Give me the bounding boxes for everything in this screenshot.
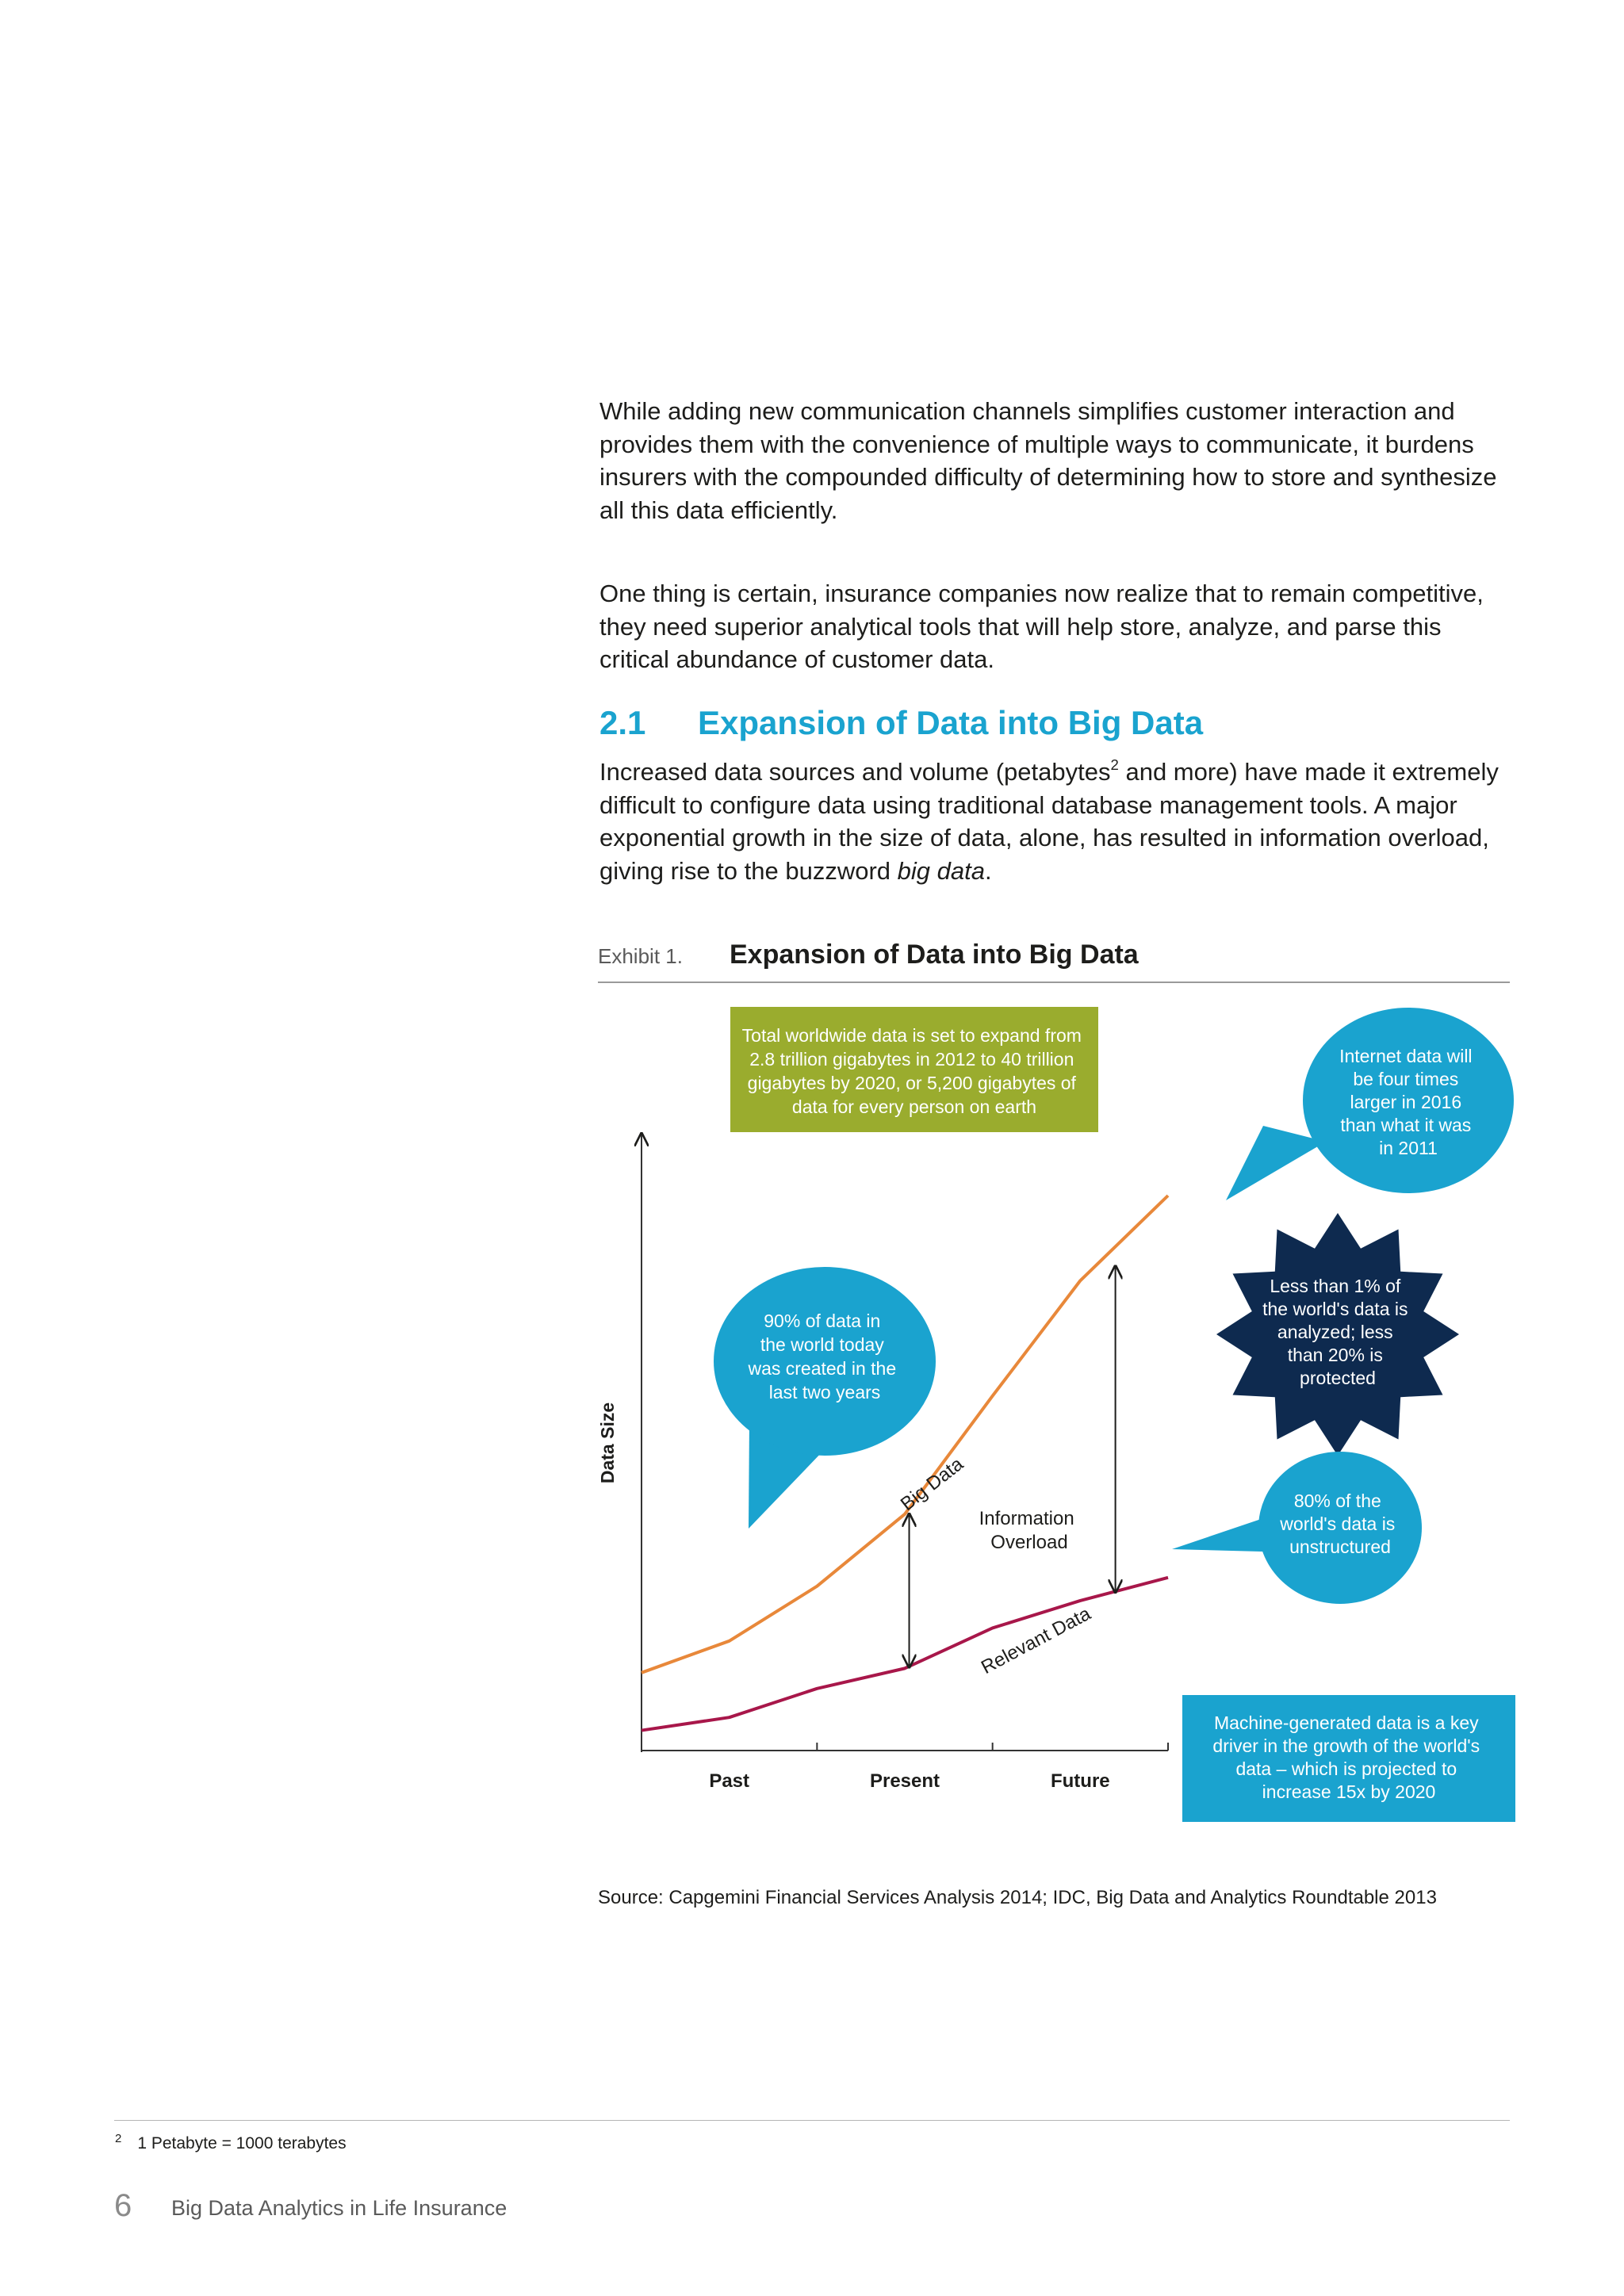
bubble-line: in 2011 — [1379, 1138, 1438, 1158]
star-line: analyzed; less — [1277, 1322, 1393, 1342]
section-number: 2.1 — [599, 704, 646, 741]
bubble-line: larger in 2016 — [1350, 1092, 1462, 1112]
x-axis-tick-labels — [709, 1770, 1109, 1792]
callout-line: data – which is projected to — [1235, 1758, 1457, 1779]
exhibit-chart — [587, 999, 1522, 1839]
callout-line: increase 15x by 2020 — [1262, 1781, 1436, 1802]
section-title: Expansion of Data into Big Data — [698, 704, 1204, 741]
footnote-divider — [114, 2120, 1510, 2121]
callout-line: driver in the growth of the world's — [1212, 1735, 1480, 1756]
callout-line: Total worldwide data is set to expand from — [741, 1025, 1082, 1046]
body-paragraph-1: While adding new communication channels simplifies customer interaction and provides them with the convenience of multiple ways to communicate, it burdens insurers with the compounded difficulty of determining how to store and synthesize all this data efficiently. — [599, 397, 1497, 524]
body-paragraph-3 — [599, 756, 1511, 887]
emphasis-text: big data — [897, 856, 985, 885]
bubble-line: the world today — [760, 1334, 884, 1355]
footnote-mark: 2 — [115, 2132, 122, 2145]
footnote — [115, 2134, 347, 2153]
x-tick-label-past: Past — [709, 1770, 750, 1792]
y-axis-label: Data Size — [597, 1402, 618, 1484]
x-axis-ticks — [642, 1743, 1168, 1751]
callout-line: Machine-generated data is a key — [1213, 1712, 1479, 1733]
speech-bubble-80-percent-text — [1279, 1490, 1400, 1557]
paragraph-text: and more) have made it extremely difficult to configure data using traditional database management tools. A major exponential growth in the size of data, alone, has resulted in information overload, giving rise to the buzzword — [599, 758, 1499, 885]
series-label-relevant-data: Relevant Data — [977, 1602, 1094, 1678]
callout-line: 2.8 trillion gigabytes in 2012 to 40 trillion — [749, 1049, 1074, 1070]
bubble-line: was created in the — [748, 1358, 897, 1379]
star-line: Less than 1% of — [1270, 1276, 1401, 1296]
bubble-line: than what it was — [1340, 1115, 1472, 1135]
source-note: Source: Capgemini Financial Services Analysis 2014; IDC, Big Data and Analytics Roundtable 2013 — [598, 1887, 1437, 1908]
bubble-line: unstructured — [1289, 1536, 1391, 1557]
bubble-line: 90% of data in — [764, 1311, 881, 1331]
bubble-line: last two years — [768, 1382, 881, 1402]
annotation-information-overload — [979, 1508, 1080, 1553]
star-line: than 20% is — [1287, 1345, 1383, 1365]
paragraph-text: . — [984, 856, 992, 885]
speech-bubble-tail — [1226, 1126, 1326, 1200]
annotation-line: Information — [979, 1508, 1074, 1529]
series-line-relevant-data — [642, 1578, 1168, 1731]
star-line: the world's data is — [1262, 1299, 1408, 1319]
series-label-big-data: Big Data — [896, 1453, 967, 1516]
bubble-line: Internet data will — [1339, 1046, 1473, 1066]
exhibit-title: Expansion of Data into Big Data — [730, 939, 1139, 970]
annotation-line: Overload — [990, 1532, 1068, 1553]
page-number: 6 — [114, 2188, 132, 2223]
series-line-big-data — [642, 1196, 1168, 1673]
x-tick-label-present: Present — [869, 1770, 940, 1792]
star-line: protected — [1300, 1368, 1376, 1388]
callout-line: data for every person on earth — [791, 1096, 1037, 1117]
exhibit-label: Exhibit 1. — [598, 944, 683, 968]
x-tick-label-future: Future — [1050, 1770, 1110, 1792]
footnote-reference: 2 — [1110, 756, 1119, 773]
body-paragraph-2: One thing is certain, insurance companies now realize that to remain competitive, they need superior analytical tools that will help store, analyze, and parse this critical abundance of customer data. — [599, 580, 1484, 673]
section-heading — [599, 704, 1203, 742]
bubble-line: 80% of the — [1293, 1490, 1381, 1511]
running-title: Big Data Analytics in Life Insurance — [171, 2196, 508, 2220]
bubble-line: world's data is — [1280, 1513, 1396, 1534]
exhibit-divider — [598, 982, 1510, 983]
bubble-line: be four times — [1353, 1069, 1459, 1089]
callout-line: gigabytes by 2020, or 5,200 gigabytes of — [747, 1073, 1076, 1093]
paragraph-text: Increased data sources and volume (petabytes — [599, 758, 1111, 786]
footnote-text: 1 Petabyte = 1000 terabytes — [137, 2134, 347, 2152]
